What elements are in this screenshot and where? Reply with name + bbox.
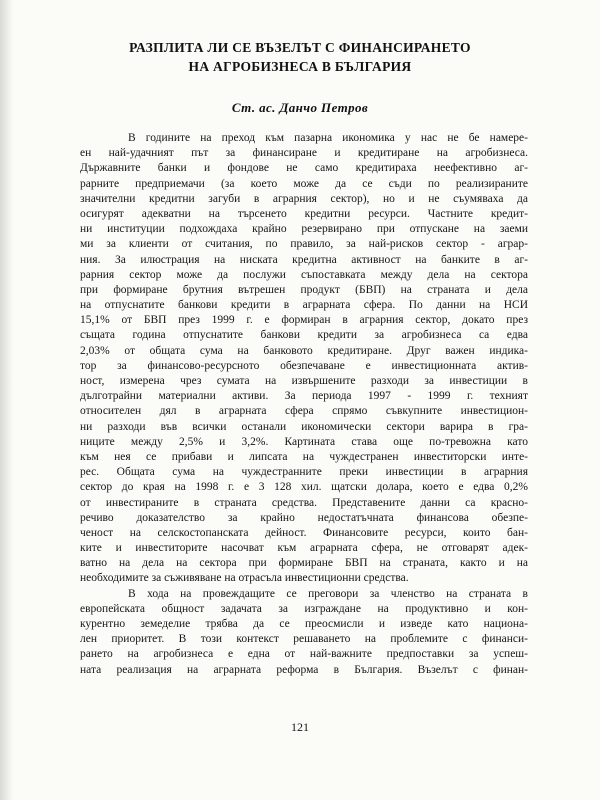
text-line: В годините на преход към пазарна икономика у нас не бе намере- <box>128 132 528 144</box>
text-line: от инвестираните в страната средства. Представените данни са красно- <box>80 496 528 509</box>
paragraph-2 <box>80 587 528 678</box>
text-line: лен приоритет. В този контекст решаването на проблемите с финанси- <box>80 633 528 646</box>
article-body <box>80 131 528 678</box>
text-line: при формиране брутния вътрешен продукт (БВП) на страната и дела <box>80 283 528 296</box>
text-line: ниците между 2,5% и 3,2%. Картината става още по-тревожна като <box>80 435 528 448</box>
text-line: дълготрайни материални активи. За периода 1997 - 1999 г. техният <box>80 390 528 403</box>
text-line: ната реализация на аграрната реформа в България. Възелът с финан- <box>80 663 528 676</box>
text-line: ватно на дела на сектора при формиране БВП на страната, както и на <box>80 557 528 570</box>
text-line: на отпуснатите банкови кредити в аграрната сфера. По данни на НСИ <box>80 299 528 312</box>
text-line: ност, измерена чрез сумата на извършените разходи за инвестиции в <box>80 375 528 387</box>
article-title-line-2: НА АГРОБИЗНЕСА В БЪЛГАРИЯ <box>188 59 412 74</box>
text-line: ченост на селскостопанската дейност. Финансовите ресурси, които бан- <box>80 526 528 539</box>
text-line: курентно земеделие трябва да се преосмисли и изведе като национа- <box>80 618 528 630</box>
text-line: необходимите за съживяване на отрасъла инвестиционни средства. <box>80 572 409 585</box>
article-title <box>60 38 540 76</box>
text-line: ни институции подхождаха крайно резервирано при отпускане на заеми <box>80 223 528 236</box>
text-line: рарните предприемачи (за което може да се съди по реализираните <box>80 177 528 190</box>
text-line: ми за клиенти от считания, по правило, за най-рисков сектор - аграр- <box>80 238 528 251</box>
text-line: осигурят адекватни на търсенето кредитни ресурси. Частните кредит- <box>80 207 528 220</box>
text-line: В хода на провеждащите се преговори за членство на страната в <box>128 587 528 600</box>
text-line: ките и инвеститорите насочват към аграрната сфера, не отговарят адек- <box>80 542 528 555</box>
text-line: Държавните банки и фондове не само кредитираха неефективно аг- <box>80 162 528 175</box>
text-line: ни разходи във всички останали икономически сектори варира в гра- <box>80 420 528 433</box>
text-line: рането на агробизнеса е една от най-важните предпоставки за успеш- <box>80 648 528 661</box>
scan-shadow-edge <box>0 0 14 800</box>
text-line: ен най-удачният път за финансиране и кредитиране на агробизнеса. <box>80 147 528 160</box>
text-line: значителни кредитни загуби в аграрния сектор), но и не съумяваха да <box>80 192 528 205</box>
text-line: сектор до края на 1998 г. е 3 128 хил. щатски долара, което е едва 0,2% <box>80 481 528 494</box>
text-line: 15,1% от БВП през 1999 г. е формиран в аграрния сектор, докато през <box>80 314 528 327</box>
text-line: същата година отпуснатите банкови кредити за агробизнеса са едва <box>80 329 528 342</box>
text-line: речиво доказателство за крайно недостатъчната финансова обезпе- <box>80 511 528 524</box>
page-number: 121 <box>291 720 309 734</box>
text-line: ния. За илюстрация на ниската кредитна активност на банките в аг- <box>80 253 528 266</box>
paragraph-1 <box>80 131 528 587</box>
text-line: тор за финансово-ресурсното обезпечаване е инвестиционната актив- <box>80 359 528 372</box>
author-name: Ст. ас. Данчо Петров <box>231 100 369 115</box>
article-title-line-1: РАЗПЛИТА ЛИ СЕ ВЪЗЕЛЪТ С ФИНАНСИРАНЕТО <box>129 40 471 55</box>
text-line: европейската общност задачата за изграждане на продуктивно и кон- <box>80 602 528 615</box>
text-line: рес. Общата сума на чуждестранните преки инвестиции в аграрния <box>80 466 528 479</box>
text-line: 2,03% от общата сума на банковото кредитиране. Друг важен индика- <box>80 344 528 357</box>
text-line: относителен дял в аграрната сфера спрямо съвкупните инвестицион- <box>80 405 528 418</box>
text-line: към нея се прибави и липсата на чуждестранен инвеститорски инте- <box>80 450 528 463</box>
text-line: рарния сектор може да послужи съпоставката между дела на сектора <box>80 268 528 281</box>
